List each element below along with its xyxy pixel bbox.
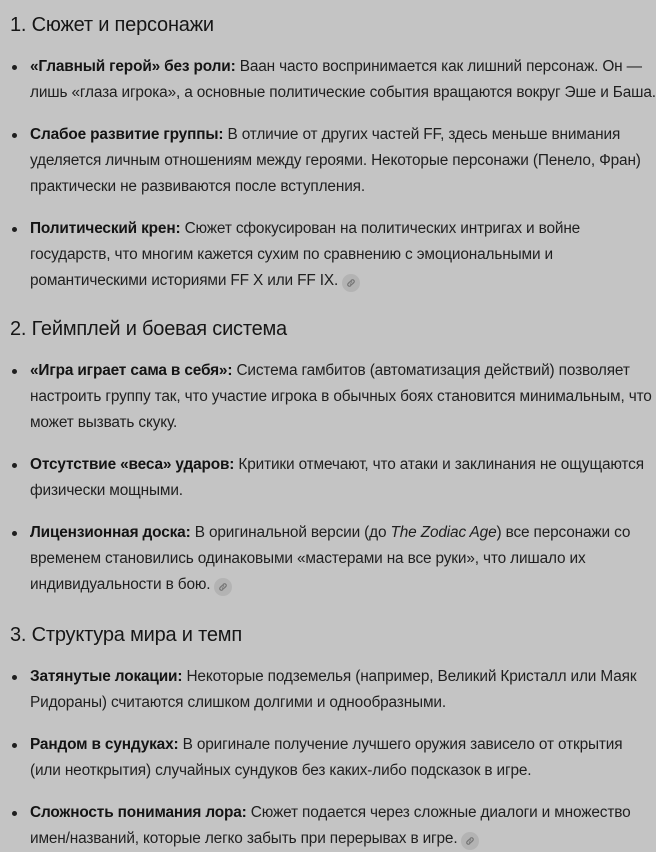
item-heading: Слабое развитие группы: — [30, 126, 224, 143]
list-item — [10, 520, 656, 598]
section-title-gameplay: 2. Геймплей и боевая система — [10, 318, 287, 340]
link-icon — [465, 836, 475, 846]
list-item — [10, 452, 656, 504]
item-italic-title: The Zodiac Age — [390, 524, 497, 541]
item-text: Сюжет сфокусирован на политических интригах и войне государств, что многим кажется сухим по сравнению с эмоциональными и романтическими историями FF X или FF IX. — [30, 220, 581, 289]
bullet-list-world-structure — [10, 664, 656, 852]
section-title-plot: 1. Сюжет и персонажи — [10, 14, 214, 36]
list-item — [10, 216, 656, 294]
item-text: В отличие от других частей FF, здесь меньше внимания уделяется личным отношениям между героями. Некоторые персонажи (Пенело, Фран) практически не развиваются после вступления. — [30, 126, 641, 195]
section-title-world-structure: 3. Структура мира и темп — [10, 624, 242, 646]
source-link-button[interactable] — [461, 832, 479, 850]
list-item — [10, 800, 656, 852]
list-item — [10, 54, 656, 106]
item-text: Некоторые подземелья (например, Великий Кристалл или Маяк Ридораны) считаются слишком долгими и однообразными. — [30, 668, 637, 711]
item-text: В оригинальной версии (до — [190, 524, 391, 541]
bullet-list-gameplay — [10, 358, 656, 598]
item-text: Система гамбитов (автоматизация действий) позволяет настроить группу так, что участие игрока в обычных боях становится минимальным, что может вызвать скуку. — [30, 362, 652, 431]
item-heading: Политический крен: — [30, 220, 181, 237]
list-item — [10, 122, 656, 200]
link-icon — [346, 278, 356, 288]
item-heading: Сложность понимания лора: — [30, 804, 247, 821]
source-link-button[interactable] — [214, 578, 232, 596]
item-heading: Лицензионная доска: — [30, 524, 191, 541]
list-item — [10, 664, 656, 716]
item-heading: Отсутствие «веса» ударов: — [30, 456, 235, 473]
item-text: Сюжет подается через сложные диалоги и множество имен/названий, которые легко забыть при перерывах в игре. — [30, 804, 631, 847]
list-item — [10, 358, 656, 436]
bullet-list-plot — [10, 54, 656, 294]
item-heading: Затянутые локации: — [30, 668, 183, 685]
link-icon — [218, 582, 228, 592]
item-text: Критики отмечают, что атаки и заклинания не ощущаются физически мощными. — [30, 456, 644, 499]
item-text: В оригинале получение лучшего оружия зависело от открытия (или неоткрытия) случайных сундуков без каких-либо подсказок в игре. — [30, 736, 623, 779]
item-heading: «Главный герой» без роли: — [30, 58, 236, 75]
item-heading: Рандом в сундуках: — [30, 736, 179, 753]
item-heading: «Игра играет сама в себя»: — [30, 362, 233, 379]
list-item — [10, 732, 656, 784]
source-link-button[interactable] — [342, 274, 360, 292]
item-text: Ваан часто воспринимается как лишний персонаж. Он — лишь «глаза игрока», а основные политические события вращаются вокруг Эше и Баша. — [30, 58, 656, 101]
item-text: ) все персонажи со временем становились одинаковыми «мастерами на все руки», что лишало их индивидуальности в бою. — [30, 524, 631, 593]
